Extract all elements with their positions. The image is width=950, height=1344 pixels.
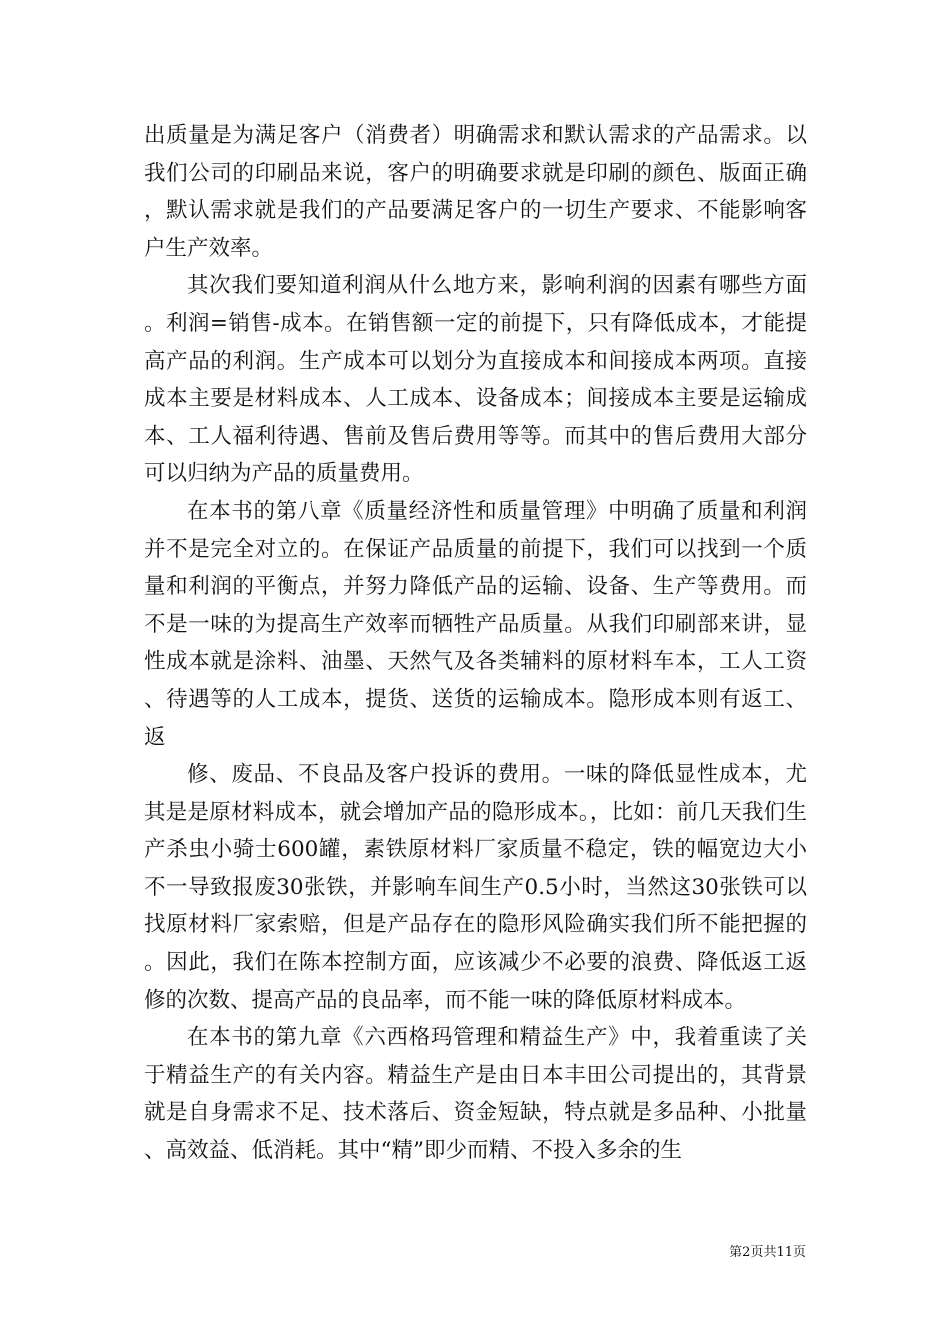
paragraph-2: 其次我们要知道利润从什么地方来，影响利润的因素有哪些方面。利润=销售-成本。在销售额一定的前提下，只有降低成本，才能提高产品的利润。生产成本可以划分为直接成本和间接成本两项。直接成本主要是材料成本、人工成本、设备成本；间接成本主要是运输成本、工人福利待遇、售前及售后费用等等。而其中的售后费用大部分可以归纳为产品的质量费用。 xyxy=(144,273,807,487)
body-text xyxy=(144,117,807,1170)
paragraph-4: 修、废品、不良品及客户投诉的费用。一味的降低显性成本，尤其是是原材料成本，就会增加产品的隐形成本。，比如：前几天我们生产杀虫小骑士600罐，素铁原材料厂家质量不稳定，铁的幅宽边大小不一导致报废30张铁，并影响车间生产0.5小时，当然这30张铁可以找原材料厂家索赔，但是产品存在的隐形风险确实我们所不能把握的。因此，我们在陈本控制方面，应该减少不必要的浪费、降低返工返修的次数、提高产品的良品率，而不能一味的降低原材料成本。 xyxy=(144,762,807,1013)
paragraph-1: 出质量是为满足客户（消费者）明确需求和默认需求的产品需求。以我们公司的印刷品来说，客户的明确要求就是印刷的颜色、版面正确，默认需求就是我们的产品要满足客户的一切生产要求、不能影响客户生产效率。 xyxy=(144,123,807,261)
page-number-footer: 第2页共11页 xyxy=(729,1245,806,1260)
paragraph-3: 在本书的第八章《质量经济性和质量管理》中明确了质量和利润并不是完全对立的。在保证产品质量的前提下，我们可以找到一个质量和利润的平衡点，并努力降低产品的运输、设备、生产等费用。而不是一味的为提高生产效率而牺牲产品质量。从我们印刷部来讲，显性成本就是涂料、油墨、天然气及各类辅料的原材料车本，工人工资、待遇等的人工成本，提货、送货的运输成本。隐形成本则有返工、返 xyxy=(144,498,807,750)
paragraph-5: 在本书的第九章《六西格玛管理和精益生产》中，我着重读了关于精益生产的有关内容。精益生产是由日本丰田公司提出的，其背景就是自身需求不足、技术落后、资金短缺，特点就是多品种、小批量、高效益、低消耗。其中“精”即少而精、不投入多余的生 xyxy=(144,1025,807,1164)
